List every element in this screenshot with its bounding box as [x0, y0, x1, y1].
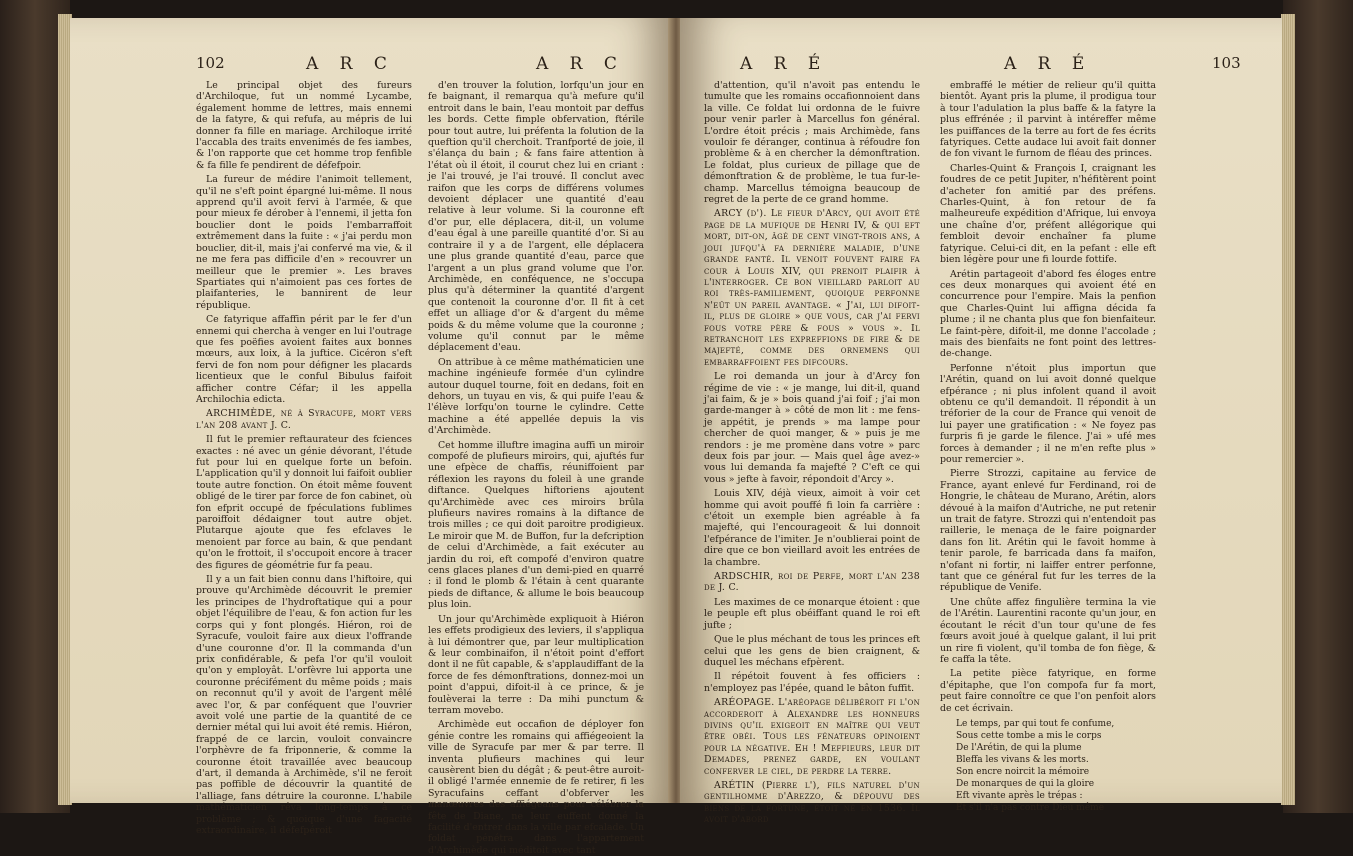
verse-line: Eft vivante après le trépas :	[956, 790, 1083, 801]
left-page	[70, 18, 672, 856]
paragraph: Pierre Strozzi, capitaine au fervice de France, ayant enlevé fur Ferdinand, roi de Hongrie, le château de Murano, Arétin, alors dévoué à la maifon d'Autriche, ne put retenir un trait de fatyre. Strozzi qui n'entendoit pas raillerie, le menaça de le faire poignarder dans fon lit. Arétin qui le favoit homme à tenir parole, fe barricada dans fa maifon, n'ofant ni fortir, ni laiffer entrer perfonne, tant que ce général fut fur les terres de la république de Venife.	[940, 468, 1156, 594]
paragraph: Louis XIV, déjà vieux, aimoit à voir cet homme qui avoit pouffé fi loin fa carrière : c'étoit un exemple bien agréable à fa majefté, qui l'encourageoit & lui donnoit l'efpérance de l'imiter. Je n'oublierai point de dire que ce bon vieillard avoit les entrées de la chambre.	[704, 488, 920, 568]
paragraph: d'attention, qu'il n'avoit pas entendu le tumulte que les romains occafionnoient dans la ville. Ce foldat lui ordonna de le fuivre pour venir parler à Marcellus fon général. L'ordre étoit précis ; mais Archimède, fans vouloir fe déranger, continua à réfoudre fon problème & à en chercher la démonftration. Le foldat, plus curieux de pillage que de démonftration & de problème, le tua fur-le-champ. Marcellus témoigna beaucoup de regret de la perte de ce grand homme.	[704, 80, 920, 206]
right-column-1	[704, 80, 920, 826]
verse-line: Bleffa les vivans & les morts.	[956, 754, 1089, 765]
paragraph: d'en trouver la folution, lorfqu'un jour en fe baignant, il remarqua qu'à mefure qu'il entroit dans le bain, l'eau montoit par deffus les bords. Cette fimple obfervation, ftérile pour tout autre, lui préfenta la folution de la queftion qu'il cherchoit. Tranfporté de joie, il s'élança du bain ; & fans faire attention à l'état où il étoit, il courut chez lui en criant : je l'ai trouvé, je l'ai trouvé. Il conclut avec raifon que les corps de différens volumes devoient déplacer une quantité d'eau relative à leur volume. Si la couronne eft d'or pur, elle déplacera, dit-il, un volume d'eau égal à une pareille quantité d'or. Si au contraire il y a de l'argent, elle déplacera une plus grande quantité d'eau, parce que l'argent a un plus grand volume que l'or. Archimède, en conféquence, ne s'occupa plus qu'à déterminer la quantité d'argent que contenoit la couronne d'or. Il fit à cet effet un alliage d'or & d'argent du même poids & du même volume que la couronne ; volume qu'il connut par le même déplacement d'eau.	[428, 80, 644, 354]
entry-heading-areopage: ARÉOPAGE. L'aréopage délibéroit fi l'on accorderoit à Alexandre les honneurs divins qu'il exigeoit en maître qui veut être obéi. Tous les fénateurs opinoient pour la négative. Eh ! Meffieurs, leur dit Demades, prenez garde, en voulant conferver le ciel, de perdre la terre.	[704, 697, 920, 777]
left-column-2	[428, 80, 644, 856]
entry-heading-ardschir: ARDSCHIR, roi de Perfe, mort l'an 238 de J. C.	[704, 571, 920, 594]
paragraph: Il répétoit fouvent à fes officiers : n'employez pas l'épée, quand le bâton fuffit.	[704, 671, 920, 694]
verse-line: De monarques de qui la gloire	[956, 778, 1095, 789]
paragraph: Le roi demanda un jour à d'Arcy fon régime de vie : « je mange, lui dit-il, quand j'ai faim, & je » bois quand j'ai foif ; j'ai mon garde-manger à » côté de mon lit : me fens-je appétit, je prends » ma lampe pour chercher de quoi manger, & » puis je me rendors : je me promène dans votre » parc deux fois par jour. — Mais quel âge avez-» vous lui demanda fa majefté ? C'eft ce qui vous » jefte à favoir, répondoit d'Arcy ».	[704, 371, 920, 485]
paragraph: Que le plus méchant de tous les princes eft celui que les gens de bien craignent, & duquel les méchans efpèrent.	[704, 634, 920, 668]
entry-heading-archimede: ARCHIMÈDE, né à Syracufe, mort vers l'an 208 avant J. C.	[196, 408, 412, 431]
verse-line: Son encre noircit la mémoire	[956, 766, 1090, 777]
paragraph: Il y a un fait bien connu dans l'hiftoire, qui prouve qu'Archimède découvrit le premier les principes de l'hydroftatique qui a pour objet l'équilibre de l'eau, & fon action fur les corps qui y font plongés. Hiéron, roi de Syracufe, vouloit faire aux dieux l'offrande d'une couronne d'or. Il la commanda d'un prix confidérable, & pefa l'or qu'il vouloit qu'on y employât. L'orfèvre lui apporta une couronne précifément du même poids ; mais on reconnut qu'il y avoit de l'argent mêlé avec l'or, & par conféquent que l'ouvrier avoit volé une partie de la quantité de ce dernier métal qui lui avoit été remis. Hiéron, frappé de ce larcin, vouloit convaincre l'orphèvre de fa friponnerie, & comme la couronne étoit travaillée avec beaucoup d'art, il demanda à Archimède, s'il ne feroit pas poffible de découvrir la quantité de l'alliage, fans détruire la couronne. L'habile mathématicien rêva long-temps à ce problème ; & quoique d'une fagacité extraordinaire, il défefpéroit	[196, 574, 412, 836]
paragraph: embraffé le métier de relieur qu'il quitta bientôt. Ayant pris la plume, il prodigua tour à tour l'adulation la plus baffe & la fatyre la plus effrénée ; il parvint à intéreffer même les puiffances de la terre au fort de fes écrits fatyriques. Cette audace lui avoit fait donner de fon vivant le furnom de fléau des princes.	[940, 80, 1156, 160]
paragraph: La fureur de médire l'animoit tellement, qu'il ne s'eft point épargné lui-même. Il nous apprend qu'il avoit fervi à l'armée, & que pour mieux fe dérober à l'ennemi, il jetta fon bouclier dont le poids l'embarraffoit extrêmement dans la fuite : « j'ai perdu mon bouclier, dit-il, mais j'ai confervé ma vie, & il ne me fera pas difficile d'en » recouvrer un meilleur que le premier ». Les braves Spartiates qui n'aimoient pas ces fortes de plaifanteries, le bannirent de leur république.	[196, 174, 412, 311]
verse-line: Sous cette tombe a mis le corps	[956, 730, 1102, 741]
right-page-number: 103	[1212, 54, 1241, 72]
right-running-head-2: A R É	[1004, 54, 1093, 74]
verse-line: Le temps, par qui tout fe confume,	[956, 718, 1115, 729]
entry-heading-aretin: ARÉTIN (Pierre l'), fils naturel d'un gentilhomme d'Arezzo, & dépouvu des biens de la fortune, étoit né en 1536. Il avoit d'abord	[704, 779, 920, 826]
right-column-2	[940, 80, 1156, 813]
paragraph: Ce fatyrique affaffin périt par le fer d'un ennemi qui chercha à venger en lui l'outrage que fes poëfies avoient faites aux bonnes mœurs, aux loix, à la juftice. Cicéron s'eft fervi de fon nom pour défigner les placards licentieux que le conful Bibulus faifoit afficher contre Céfar; il les appella Archilochia edicta.	[196, 314, 412, 405]
paragraph: Arétin partageoit d'abord fes éloges entre ces deux monarques qui avoient été en concurrence pour l'empire. Mais la penfion que Charles-Quint lui affigna décida fa plume ; il ne chanta plus que fon bienfaiteur. Le faint-père, difoit-il, me donne l'accolade ; mais des bienfaits ne font point des lettres-de-change.	[940, 268, 1156, 360]
left-running-head-1: A R C	[306, 54, 395, 74]
paragraph: La petite pièce fatyrique, en forme d'épitaphe, que l'on compofa fur fa mort, peut faire connoître ce que l'on penfoit alors de cet écrivain.	[940, 668, 1156, 714]
epitaph-verse	[956, 718, 1156, 814]
paragraph: Il fut le premier reftaurateur des fciences exactes : né avec un génie dévorant, l'étude fut pour lui en quelque forte un befoin. L'application qu'il y donnoit lui faifoit oublier toute autre fonction. On étoit même fouvent obligé de le tirer par force de fon cabinet, où fon efprit occupé de fpéculations fublimes paroiffoit dédaigner tout autre objet. Plutarque ajoute que fes efclaves le menoient par force au bain, & que pendant qu'on le frottoit, il s'occupoit encore à tracer des figures de géométrie fur fa peau.	[196, 434, 412, 571]
paragraph: Perfonne n'étoit plus importun que l'Arétin, quand on lui avoit donné quelque efpérance ; ni plus infolent quand il avoit obtenu ce qu'il demandoit. Il répondit à un tréforier de la cour de France qui venoit de lui payer une gratification : « Ne foyez pas furpris fi je garde le filence. J'ai » ufé mes forces à demander ; il ne m'en refte plus » pour remercier ».	[940, 362, 1156, 465]
paragraph: Charles-Quint & François I, craignant les foudres de ce petit Jupiter, n'héfitèrent point d'acheter fon amitié par des préfens. Charles-Quint, à fon retour de fa malheureufe expédition d'Afrique, lui envoya une chaîne d'or, préfent allégorique qui fembloit devoir enchaîner fa plume fatyrique. Celui-ci dit, en la pefant : elle eft bien légère pour une fi lourde fottife.	[940, 162, 1156, 266]
page-edges-right	[1281, 14, 1295, 805]
left-running-head-2: A R C	[536, 54, 625, 74]
paragraph: Un jour qu'Archimède expliquoit à Hiéron les effets prodigieux des leviers, il s'appliqua à lui démontrer que, par leur multiplication & leur combinaifon, il n'étoit point d'effort dont il ne fût capable, & s'applaudiffant de la force de fes démonftrations, donnez-moi un point d'appui, difoit-il à ce prince, & je foulèverai la terre : Da mihi punctum & terram movebo.	[428, 613, 644, 716]
paragraph: Une chûte affez fingulière termina la vie de l'Arétin. Laurentini raconte qu'un jour, en écoutant le récit d'un tour qu'une de fes fœurs avoit joué à quelque galant, il lui prit un rire fi violent, qu'il tomba de fon fiège, & fe caffa la tête.	[940, 596, 1156, 665]
right-page	[680, 18, 1282, 826]
verse-line: De l'Arétin, de qui la plume	[956, 742, 1082, 753]
left-column-1	[196, 80, 412, 836]
paragraph: Les maximes de ce monarque étoient : que le peuple eft plus obéiffant quand le roi eft jufte ;	[704, 596, 920, 631]
right-running-head-1: A R É	[740, 54, 829, 74]
entry-heading-arcy: ARCY (d'). Le fieur d'Arcy, qui avoit été page de la mufique de Henri IV, & qui eft mort, dit-on, âgé de cent vingt-trois ans, a joui jufqu'à fa dernière maladie, d'une grande fanté. Il venoit fouvent faire fa cour à Louis XIV, qui prenoit plaifir à l'interroger. Ce bon vieillard parloit au roi très-familiement, quoique perfonne n'eût un pareil avantage. « J'ai, lui difoit-il, plus de gloire » que vous, car j'ai fervi fous votre père & fous » vous ». Il retranchoit les expreffions de fire & de majefté, comme des ornemens qui embarraffoient fes difcours.	[704, 208, 920, 368]
paragraph: Archimède eut occafion de déployer fon génie contre les romains qui affiégeoient la ville de Syracufe par mer & par terre. Il inventa plufieurs machines qui leur causèrent bien du dégât ; & peut-être auroit-il obligé l'armée ennemie de fe retirer, fi les Syracufains ceffant d'obferver les manœuvres des affiégeans pour célébrer la fête de Diane, ne leur euffent donné la facilité d'entrer dans la ville par efcalade. Un foldat pénétra dans l'appartement d'Archimède qui méditoit avec tant	[428, 719, 644, 856]
paragraph: Le principal objet des fureurs d'Archiloque, fut un nommé Lycambe, également homme de lettres, mais ennemi de la fatyre, & qui refufa, au mépris de lui donner fa fille en mariage. Archiloque irrité l'accabla des traits envenimés de fes iambes, & l'on rapporte que cet homme trop fenfible & fa fille fe pendirent de défefpoir.	[196, 80, 412, 171]
left-page-number: 102	[196, 54, 225, 72]
paragraph: Cet homme illuftre imagina auffi un miroir compofé de plufieurs miroirs, qui, ajuftés fur une efpèce de chaffis, réuniffoient par réflexion les rayons du foleil à une grande diftance. Quelques hiftoriens ajoutent qu'Archimède avec ces miroirs brûla plufieurs navires romains à la diftance de trois milles ; ce qui doit paroitre prodigieux. Le miroir que M. de Buffon, fur la defcription de celui d'Archimède, a fait exécuter au jardin du roi, eft compofé d'environ quatre cens glaces planes d'un demi-pied en quarré : il fond le plomb & l'étain à cent quarante pieds de diftance, & allume le bois beaucoup plus loin.	[428, 439, 644, 611]
paragraph: On attribue à ce même mathématicien une machine ingénieufe formée d'un cylindre autour duquel tourne, foit en dedans, foit en dehors, un tuyau en vis, & qui puife l'eau & l'élève lorfqu'on tourne le cylindre. Cette machine a été appellée depuis la vis d'Archimède.	[428, 356, 644, 437]
verse-line: Et s'il n'a pas contre Dieu même	[956, 802, 1105, 813]
